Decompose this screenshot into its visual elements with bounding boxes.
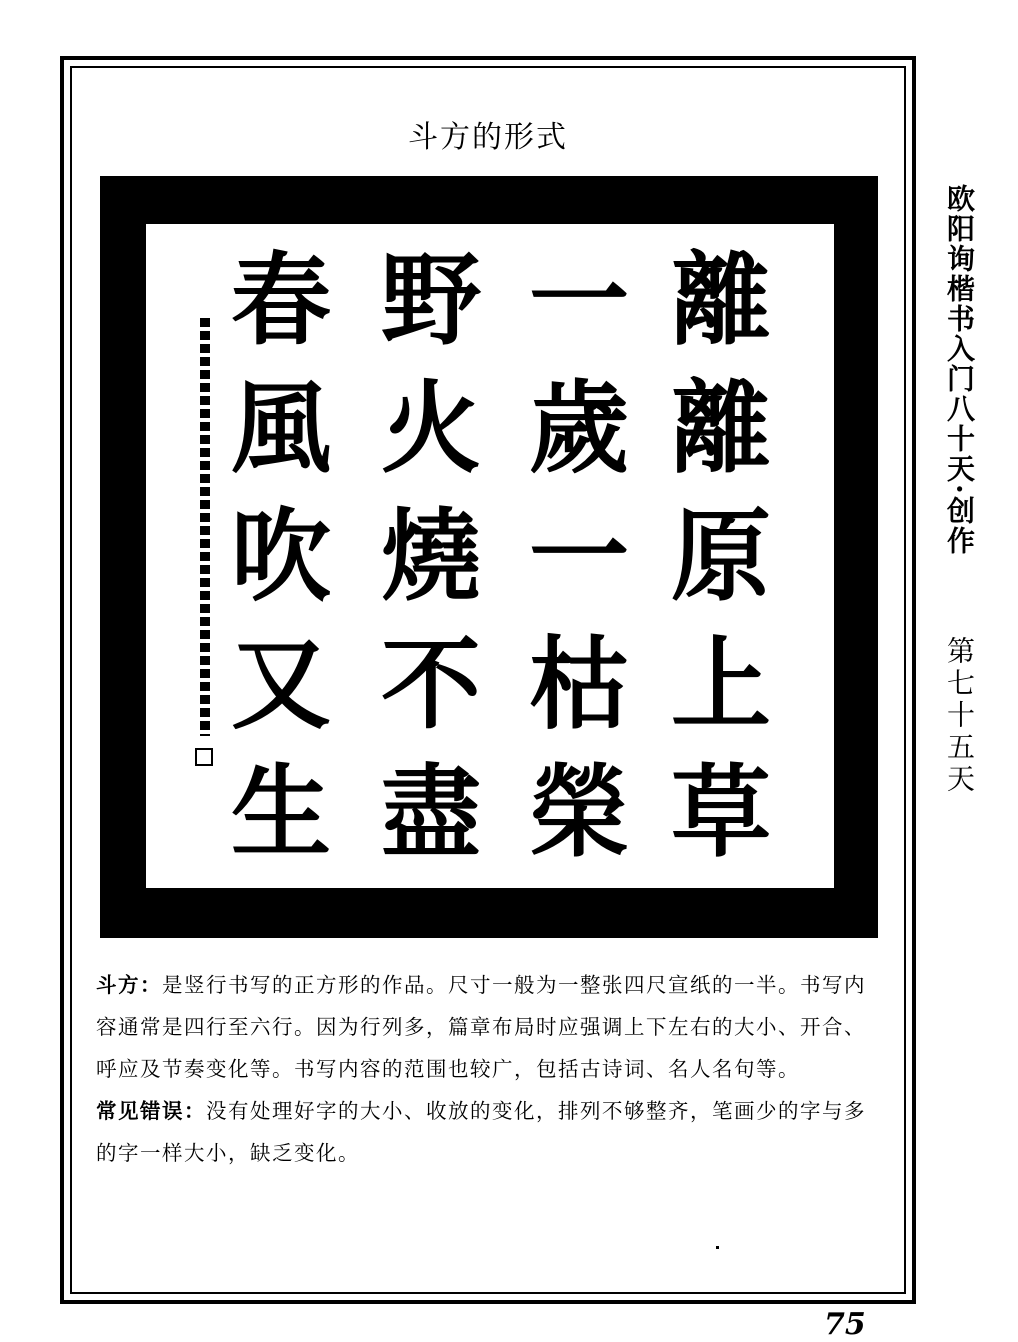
seal-placeholder-box <box>195 748 213 766</box>
calligraphy-char: 一 <box>529 241 629 359</box>
page-number: 75 <box>824 1307 866 1342</box>
calligraphy-char: 火 <box>381 369 481 487</box>
signature-placeholder-dots <box>200 318 210 736</box>
description-paragraph <box>96 1090 886 1174</box>
calligraphy-char: 生 <box>231 753 331 871</box>
calligraphy-char: 原 <box>671 497 771 615</box>
calligraphy-char: 榮 <box>529 753 629 871</box>
stray-dot <box>716 1246 719 1249</box>
description-text <box>96 964 886 1174</box>
calligraphy-column-2 <box>504 236 654 876</box>
calligraphy-char: 盡 <box>381 753 481 871</box>
term-label: 常见错误： <box>96 1099 206 1123</box>
term-definition: 没有处理好字的大小、收放的变化，排列不够整齐，笔画少的字与多的字一样大小，缺乏变化。 <box>96 1099 866 1165</box>
side-day-label: 第七十五天 <box>943 636 976 796</box>
calligraphy-char: 吹 <box>231 497 331 615</box>
calligraphy-char: 不 <box>381 625 481 743</box>
calligraphy-char: 春 <box>231 241 331 359</box>
calligraphy-char: 離 <box>671 369 771 487</box>
calligraphy-column-1 <box>646 236 796 876</box>
calligraphy-char: 離 <box>671 241 771 359</box>
calligraphy-column-4 <box>206 236 356 876</box>
calligraphy-char: 風 <box>231 369 331 487</box>
calligraphy-char: 枯 <box>529 625 629 743</box>
description-paragraph <box>96 964 886 1090</box>
term-label: 斗方： <box>96 973 162 997</box>
calligraphy-char: 草 <box>671 753 771 871</box>
calligraphy-char: 一 <box>529 497 629 615</box>
page-title: 斗方的形式 <box>408 120 568 155</box>
side-book-title: 欧阳询楷书入门八十天·创作 <box>943 184 976 556</box>
calligraphy-char: 又 <box>231 625 331 743</box>
calligraphy-char: 歲 <box>529 369 629 487</box>
calligraphy-char: 野 <box>381 241 481 359</box>
calligraphy-char: 上 <box>671 625 771 743</box>
calligraphy-char: 燒 <box>381 497 481 615</box>
calligraphy-column-3 <box>356 236 506 876</box>
term-definition: 是竖行书写的正方形的作品。尺寸一般为一整张四尺宣纸的一半。书写内容通常是四行至六行。因为行列多，篇章布局时应强调上下左右的大小、开合、呼应及节奏变化等。书写内容的范围也较广，包括古诗词、名人名句等。 <box>96 973 866 1081</box>
